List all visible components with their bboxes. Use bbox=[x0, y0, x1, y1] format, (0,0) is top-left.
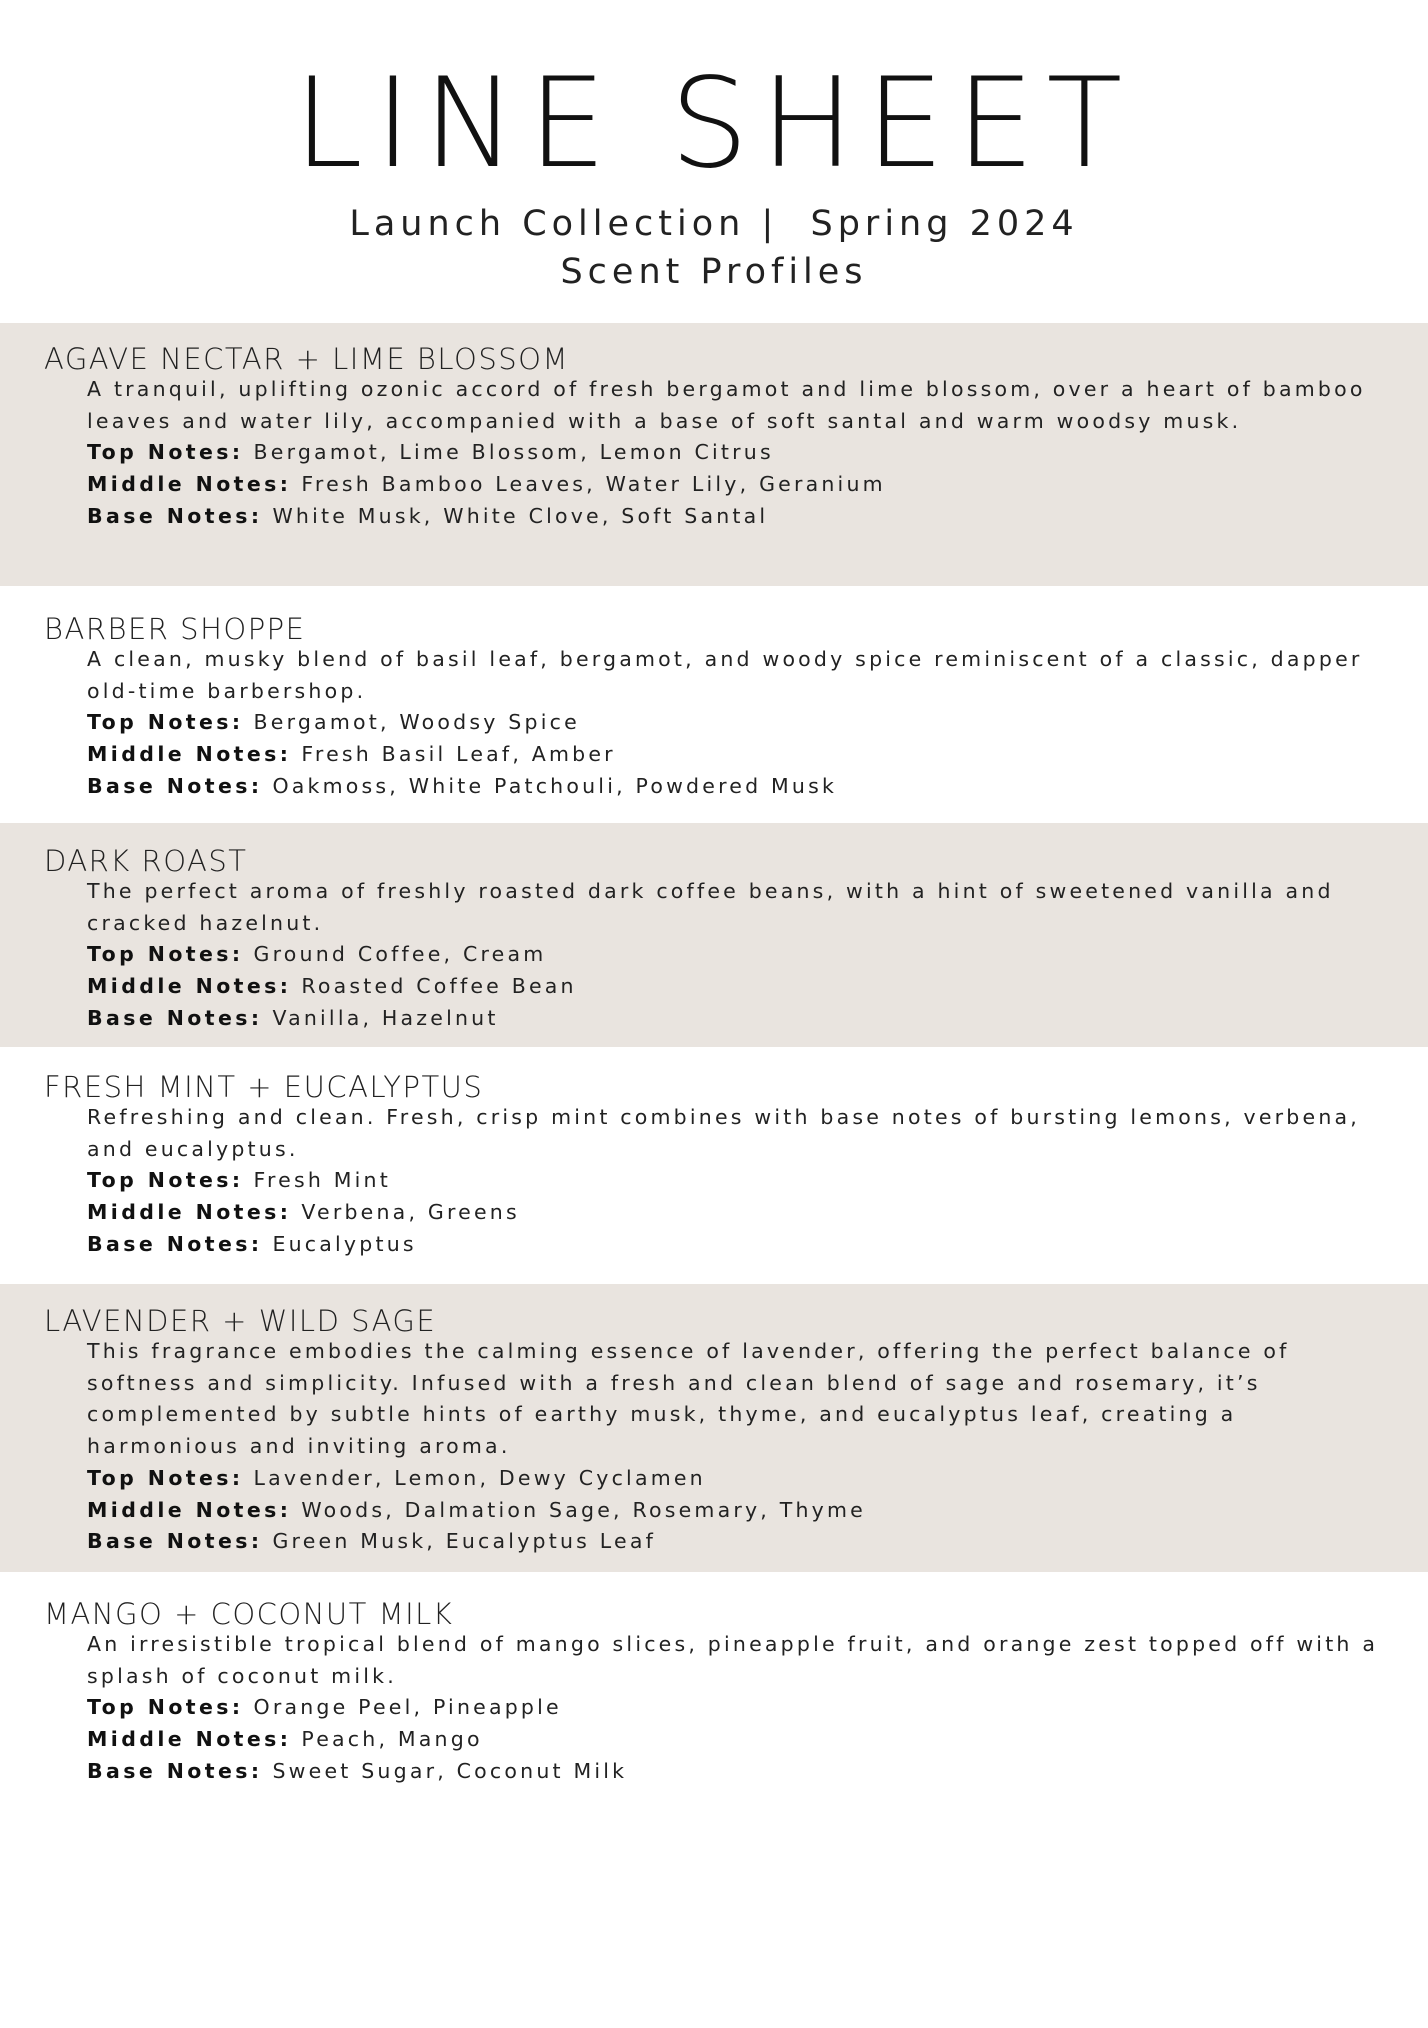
scent-description: The perfect aroma of freshly roasted dark coffee beans, with a hint of sweetened vanilla and cracked hazelnut. bbox=[87, 879, 1334, 935]
top-notes-value: Lavender, Lemon, Dewy Cyclamen bbox=[253, 1465, 706, 1490]
scent-details bbox=[44, 1336, 1398, 1558]
top-notes-row bbox=[87, 1165, 1398, 1197]
base-notes-row bbox=[87, 1229, 1398, 1261]
top-notes-row bbox=[87, 1463, 1398, 1495]
middle-notes-value: Fresh Basil Leaf, Amber bbox=[301, 742, 616, 767]
top-notes-row bbox=[87, 939, 1398, 971]
middle-notes-row bbox=[87, 469, 1398, 501]
top-notes-label: Top Notes: bbox=[87, 942, 244, 967]
base-notes-label: Base Notes: bbox=[87, 773, 263, 798]
base-notes-row bbox=[87, 1003, 1398, 1035]
top-notes-value: Orange Peel, Pineapple bbox=[253, 1695, 562, 1720]
middle-notes-row bbox=[87, 1495, 1398, 1527]
top-notes-value: Bergamot, Woodsy Spice bbox=[253, 710, 580, 735]
scent-description: A clean, musky blend of basil leaf, bergamot, and woody spice reminiscent of a classic, dapper old-time barbershop. bbox=[87, 647, 1363, 703]
scent-section bbox=[0, 323, 1428, 586]
scent-section bbox=[0, 1284, 1428, 1572]
middle-notes-value: Fresh Bamboo Leaves, Water Lily, Geranium bbox=[301, 472, 886, 497]
base-notes-label: Base Notes: bbox=[87, 1231, 263, 1256]
middle-notes-label: Middle Notes: bbox=[87, 1497, 292, 1522]
scent-details bbox=[44, 644, 1398, 803]
middle-notes-value: Roasted Coffee Bean bbox=[301, 974, 577, 999]
middle-notes-value: Verbena, Greens bbox=[301, 1200, 520, 1225]
scent-section bbox=[0, 1572, 1428, 1802]
scent-list bbox=[0, 323, 1428, 1802]
middle-notes-value: Woods, Dalmation Sage, Rosemary, Thyme bbox=[301, 1497, 866, 1522]
collection-subtitle: Launch Collection | Spring 2024 bbox=[349, 204, 1079, 244]
top-notes-label: Top Notes: bbox=[87, 1695, 244, 1720]
middle-notes-row bbox=[87, 971, 1398, 1003]
scent-description: Refreshing and clean. Fresh, crisp mint combines with base notes of bursting lemons, verbena, and eucalyptus. bbox=[87, 1105, 1361, 1161]
top-notes-label: Top Notes: bbox=[87, 1465, 244, 1490]
subtitle-block bbox=[0, 200, 1428, 296]
top-notes-value: Ground Coffee, Cream bbox=[253, 942, 547, 967]
page-header bbox=[0, 0, 1428, 292]
scent-description: A tranquil, uplifting ozonic accord of fresh bergamot and lime blossom, over a heart of bamboo leaves and water lily, accompanied with a base of soft santal and warm woodsy musk. bbox=[87, 377, 1366, 433]
base-notes-label: Base Notes: bbox=[87, 1758, 263, 1783]
top-notes-value: Bergamot, Lime Blossom, Lemon Citrus bbox=[253, 440, 774, 465]
base-notes-value: Vanilla, Hazelnut bbox=[272, 1005, 499, 1030]
scent-description: An irresistible tropical blend of mango slices, pineapple fruit, and orange zest topped off with a splash of coconut milk. bbox=[87, 1632, 1379, 1688]
section-subtitle: Scent Profiles bbox=[560, 252, 868, 292]
base-notes-label: Base Notes: bbox=[87, 503, 263, 528]
top-notes-value: Fresh Mint bbox=[253, 1168, 391, 1193]
top-notes-row bbox=[87, 437, 1398, 469]
top-notes-row bbox=[87, 1692, 1398, 1724]
scent-section bbox=[0, 1047, 1428, 1284]
base-notes-row bbox=[87, 501, 1398, 533]
top-notes-label: Top Notes: bbox=[87, 440, 244, 465]
top-notes-label: Top Notes: bbox=[87, 710, 244, 735]
scent-details bbox=[44, 374, 1398, 533]
base-notes-row bbox=[87, 771, 1398, 803]
base-notes-value: Sweet Sugar, Coconut Milk bbox=[272, 1758, 628, 1783]
middle-notes-value: Peach, Mango bbox=[301, 1727, 483, 1752]
base-notes-value: White Musk, White Clove, Soft Santal bbox=[272, 503, 769, 528]
middle-notes-row bbox=[87, 739, 1398, 771]
scent-name: AGAVE NECTAR + LIME BLOSSOM bbox=[44, 342, 569, 376]
scent-name: MANGO + COCONUT MILK bbox=[44, 1597, 454, 1631]
top-notes-row bbox=[87, 707, 1398, 739]
scent-name: BARBER SHOPPE bbox=[44, 612, 306, 646]
scent-name: DARK ROAST bbox=[44, 844, 248, 878]
top-notes-label: Top Notes: bbox=[87, 1168, 244, 1193]
scent-name: LAVENDER + WILD SAGE bbox=[44, 1304, 437, 1338]
base-notes-label: Base Notes: bbox=[87, 1005, 263, 1030]
middle-notes-row bbox=[87, 1724, 1398, 1756]
base-notes-value: Eucalyptus bbox=[272, 1231, 417, 1256]
scent-details bbox=[44, 1102, 1398, 1261]
middle-notes-label: Middle Notes: bbox=[87, 742, 292, 767]
scent-details bbox=[44, 876, 1398, 1035]
middle-notes-row bbox=[87, 1197, 1398, 1229]
middle-notes-label: Middle Notes: bbox=[87, 472, 292, 497]
middle-notes-label: Middle Notes: bbox=[87, 1200, 292, 1225]
scent-details bbox=[44, 1629, 1398, 1788]
scent-description: This fragrance embodies the calming essence of lavender, offering the perfect balance of softness and simplicity. Infused with a fresh and clean blend of sage and rosemary, it’s complemented by subtle hints of earthy musk, thyme, and eucalyptus leaf, creating a harmonious and inviting aroma. bbox=[87, 1339, 1290, 1459]
base-notes-value: Oakmoss, White Patchouli, Powdered Musk bbox=[272, 773, 838, 798]
base-notes-value: Green Musk, Eucalyptus Leaf bbox=[272, 1529, 657, 1554]
middle-notes-label: Middle Notes: bbox=[87, 974, 292, 999]
base-notes-label: Base Notes: bbox=[87, 1529, 263, 1554]
scent-section bbox=[0, 823, 1428, 1047]
page-title: LINE SHEET bbox=[293, 52, 1135, 196]
base-notes-row bbox=[87, 1526, 1398, 1558]
middle-notes-label: Middle Notes: bbox=[87, 1727, 292, 1752]
scent-name: FRESH MINT + EUCALYPTUS bbox=[44, 1070, 484, 1104]
scent-section bbox=[0, 586, 1428, 823]
base-notes-row bbox=[87, 1756, 1398, 1788]
